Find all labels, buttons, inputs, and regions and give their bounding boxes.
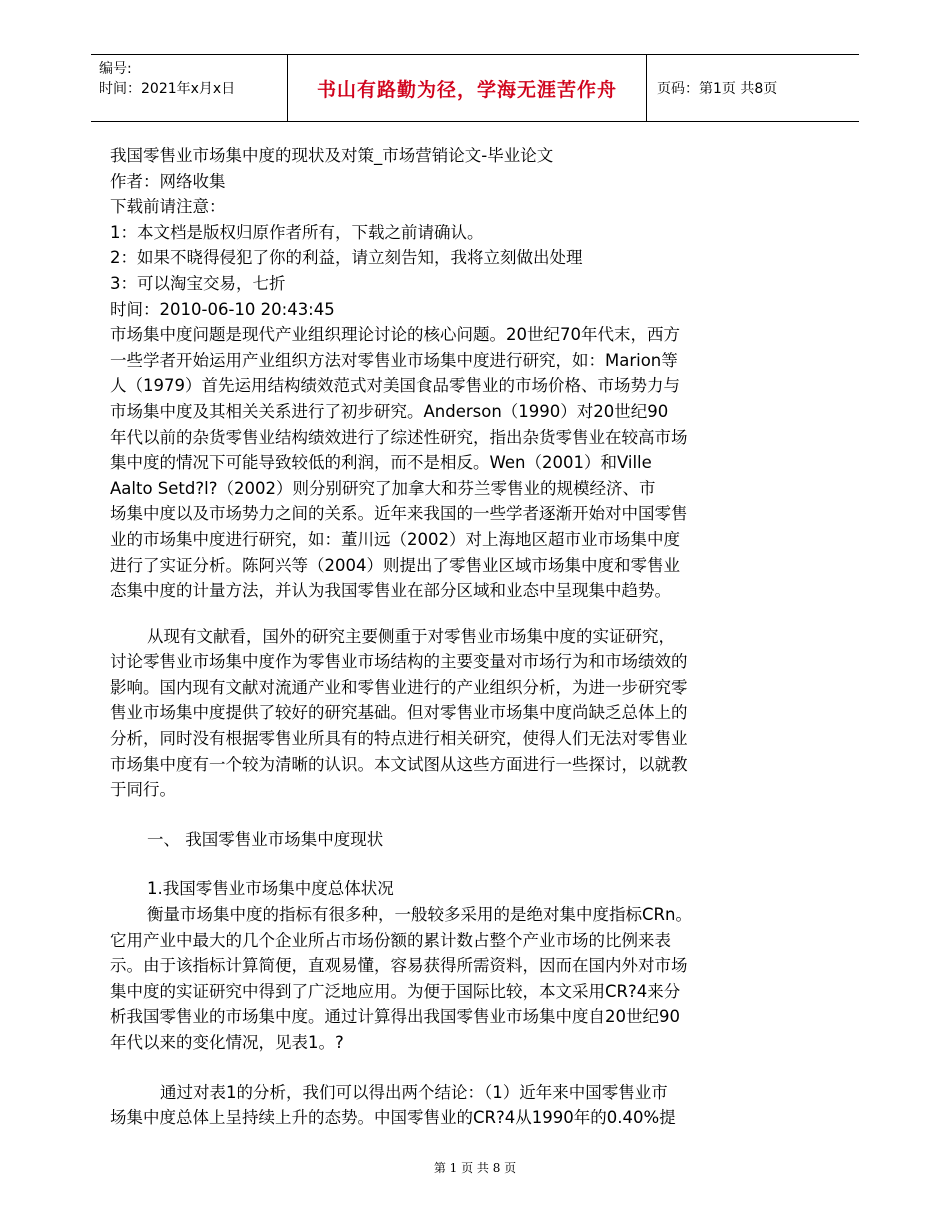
text-line: 它用产业中最大的几个企业所占市场份额的累计数占整个产业市场的比例来表	[110, 930, 671, 950]
notice-item: 3：可以淘宝交易，七折	[110, 273, 286, 293]
doc-title: 我国零售业市场集中度的现状及对策_市场营销论文-毕业论文	[110, 146, 554, 165]
notice-heading: 下载前请注意：	[110, 197, 226, 217]
text-line: 售业市场集中度提供了较好的研究基础。但对零售业市场集中度尚缺乏总体上的	[110, 703, 688, 723]
page-label: 页码：第1页 共8页	[657, 81, 778, 97]
text-line: 市场集中度问题是现代产业组织理论讨论的核心问题。20世纪70年代末，西方	[110, 325, 680, 345]
text-line: 衡量市场集中度的指标有很多种，一般较多采用的是绝对集中度指标CRn。	[147, 905, 692, 925]
text-line: 集中度的实证研究中得到了广泛地应用。为便于国际比较，本文采用CR?4来分	[110, 981, 681, 1001]
text-line: 示。由于该指标计算简便，直观易懂，容易获得所需资料，因而在国内外对市场	[110, 956, 688, 976]
text-line: 分析，同时没有根据零售业所具有的特点进行相关研究，使得人们无法对零售业	[110, 729, 688, 749]
time-label: 时间：2021年x月x日	[99, 81, 236, 97]
page-header	[91, 54, 859, 122]
notice-item: 2：如果不晓得侵犯了你的利益，请立刻告知，我将立刻做出处理	[110, 248, 583, 268]
text-line: 讨论零售业市场集中度作为零售业市场结构的主要变量对市场行为和市场绩效的	[110, 652, 688, 672]
text-line: 通过对表1的分析，我们可以得出两个结论：（1）近年来中国零售业市	[160, 1082, 668, 1102]
notice-item: 1：本文档是版权归原作者所有，下载之前请确认。	[110, 222, 484, 242]
subsection-heading: 1.我国零售业市场集中度总体状况	[147, 879, 394, 899]
text-line: Aalto Setd?l?（2002）则分别研究了加拿大和芬兰零售业的规模经济、市	[110, 478, 656, 498]
text-line: 从现有文献看，国外的研究主要侧重于对零售业市场集中度的实证研究，	[147, 626, 675, 646]
text-line: 市场集中度有一个较为清晰的认识。本文试图从这些方面进行一些探讨，以就教	[110, 754, 688, 774]
paragraph-conclusion	[110, 1080, 770, 1131]
section-heading: 一、 我国零售业市场集中度现状	[147, 829, 384, 849]
text-line: 业的市场集中度进行研究，如：董川远（2002）对上海地区超市业市场集中度	[110, 529, 680, 549]
text-line: 年代以来的变化情况，见表1。?	[110, 1033, 344, 1052]
paragraph-intro	[110, 322, 770, 604]
text-line: 于同行。	[110, 780, 176, 800]
header-meta	[91, 55, 287, 121]
text-line: 年代以前的杂货零售业结构绩效进行了综述性研究，指出杂货零售业在较高市场	[110, 427, 688, 447]
text-line: 影响。国内现有文献对流通产业和零售业进行的产业组织分析，为进一步研究零	[110, 677, 688, 697]
number-label: 编号:	[99, 61, 132, 77]
doc-timestamp: 时间：2010-06-10 20:43:45	[110, 299, 335, 319]
page-footer: 第 1 页 共 8 页	[433, 1161, 517, 1175]
text-line: 析我国零售业的市场集中度。通过计算得出我国零售业市场集中度自20世纪90	[110, 1007, 680, 1027]
document-body	[110, 143, 770, 1131]
text-line: 态集中度的计量方法，并认为我国零售业在部分区域和业态中呈现集中趋势。	[110, 581, 671, 601]
text-line: 场集中度总体上呈持续上升的态势。中国零售业的CR?4从1990年的0.40%提	[110, 1108, 676, 1128]
text-line: 集中度的情况下可能导致较低的利润，而不是相反。Wen（2001）和Ville	[110, 453, 652, 473]
text-line: 进行了实证分析。陈阿兴等（2004）则提出了零售业区域市场集中度和零售业	[110, 555, 680, 575]
doc-author: 作者：网络收集	[110, 171, 226, 191]
text-line: 场集中度以及市场势力之间的关系。近年来我国的一些学者逐渐开始对中国零售	[110, 504, 688, 524]
text-line: 一些学者开始运用产业组织方法对零售业市场集中度进行研究，如：Marion等	[110, 350, 678, 370]
paragraph-measure	[110, 902, 770, 1056]
paragraph-review	[110, 624, 770, 803]
motto: 书山有路勤为径，学海无涯苦作舟	[287, 55, 647, 121]
text-line: 人（1979）首先运用结构绩效范式对美国食品零售业的市场价格、市场势力与	[110, 376, 680, 396]
text-line: 市场集中度及其相关关系进行了初步研究。Anderson（1990）对20世纪90	[110, 401, 669, 421]
